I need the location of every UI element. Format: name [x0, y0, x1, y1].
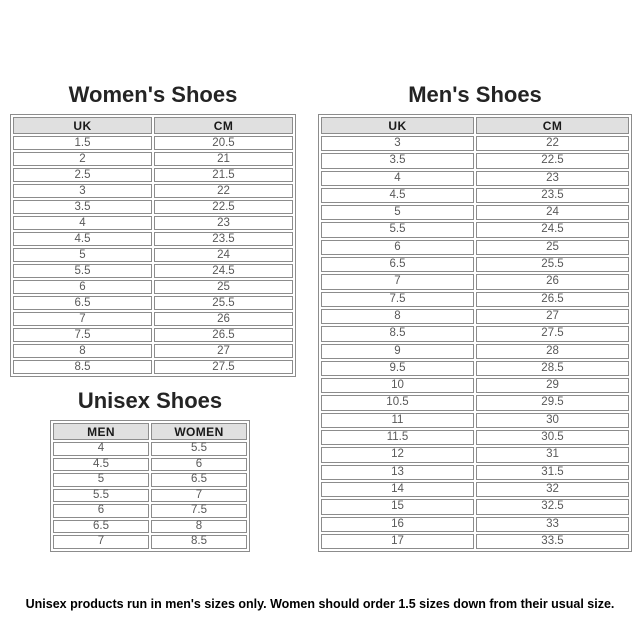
size-cell: 2.5 — [13, 168, 152, 182]
size-cell: 3.5 — [321, 153, 474, 168]
size-cell: 5 — [321, 205, 474, 220]
table-row — [321, 326, 629, 341]
header-row — [321, 117, 629, 134]
table-row — [53, 520, 247, 534]
table-row — [53, 504, 247, 518]
size-cell: 7.5 — [321, 292, 474, 307]
table-row — [321, 465, 629, 480]
size-cell: 20.5 — [154, 136, 293, 150]
table-row — [321, 205, 629, 220]
size-cell: 26.5 — [476, 292, 629, 307]
table-row — [13, 344, 293, 358]
size-cell: 4.5 — [53, 458, 149, 472]
table-row — [321, 274, 629, 289]
size-cell: 32 — [476, 482, 629, 497]
size-cell: 27 — [476, 309, 629, 324]
table-row — [13, 200, 293, 214]
table-row — [321, 430, 629, 445]
table-row — [321, 136, 629, 151]
size-cell: 3 — [13, 184, 152, 198]
table-row — [321, 482, 629, 497]
header-row — [13, 117, 293, 134]
column-header: CM — [476, 117, 629, 134]
size-cell: 5 — [13, 248, 152, 262]
size-cell: 8.5 — [151, 535, 247, 549]
size-cell: 7 — [321, 274, 474, 289]
table-row — [13, 184, 293, 198]
table-row — [53, 489, 247, 503]
size-cell: 6.5 — [53, 520, 149, 534]
womens-shoes-section — [10, 83, 296, 377]
size-cell: 22.5 — [154, 200, 293, 214]
unisex-shoes-section — [50, 389, 250, 552]
size-cell: 24.5 — [154, 264, 293, 278]
size-cell: 8 — [151, 520, 247, 534]
size-cell: 14 — [321, 482, 474, 497]
size-cell: 22 — [154, 184, 293, 198]
womens-shoes-title: Women's Shoes — [68, 82, 238, 107]
size-cell: 33 — [476, 517, 629, 532]
table-row — [321, 188, 629, 203]
size-cell: 11.5 — [321, 430, 474, 445]
table-row — [13, 152, 293, 166]
size-cell: 7 — [151, 489, 247, 503]
table-row — [321, 534, 629, 549]
table-row — [321, 153, 629, 168]
mens-size-table — [318, 114, 632, 552]
size-cell: 26 — [154, 312, 293, 326]
table-row — [13, 360, 293, 374]
size-cell: 23 — [476, 171, 629, 186]
table-row — [321, 344, 629, 359]
table-row — [13, 216, 293, 230]
size-cell: 29 — [476, 378, 629, 393]
table-row — [13, 232, 293, 246]
size-cell: 4 — [13, 216, 152, 230]
unisex-shoes-title: Unisex Shoes — [77, 388, 223, 413]
size-cell: 13 — [321, 465, 474, 480]
table-row — [13, 296, 293, 310]
table-row — [13, 312, 293, 326]
size-cell: 23.5 — [154, 232, 293, 246]
size-cell: 4 — [321, 171, 474, 186]
size-cell: 10 — [321, 378, 474, 393]
size-cell: 11 — [321, 413, 474, 428]
footer-note: Unisex products run in men's sizes only. Women should order 1.5 sizes down from their usual size. — [25, 597, 615, 611]
size-cell: 6 — [13, 280, 152, 294]
size-cell: 5.5 — [13, 264, 152, 278]
size-cell: 6 — [151, 458, 247, 472]
table-row — [321, 499, 629, 514]
column-header: MEN — [53, 423, 149, 440]
size-cell: 7 — [53, 535, 149, 549]
size-cell: 27 — [154, 344, 293, 358]
size-cell: 21.5 — [154, 168, 293, 182]
size-cell: 6.5 — [321, 257, 474, 272]
size-cell: 27.5 — [476, 326, 629, 341]
size-cell: 2 — [13, 152, 152, 166]
size-cell: 27.5 — [154, 360, 293, 374]
size-cell: 6 — [321, 240, 474, 255]
table-row — [321, 413, 629, 428]
size-cell: 24 — [476, 205, 629, 220]
size-cell: 9 — [321, 344, 474, 359]
table-row — [321, 222, 629, 237]
table-row — [321, 447, 629, 462]
table-row — [13, 264, 293, 278]
size-cell: 24.5 — [476, 222, 629, 237]
size-cell: 21 — [154, 152, 293, 166]
table-row — [321, 257, 629, 272]
size-cell: 23 — [154, 216, 293, 230]
table-row — [13, 328, 293, 342]
table-row — [321, 292, 629, 307]
size-cell: 30.5 — [476, 430, 629, 445]
unisex-size-table — [50, 420, 250, 552]
table-row — [321, 517, 629, 532]
size-cell: 25 — [154, 280, 293, 294]
size-cell: 31 — [476, 447, 629, 462]
table-row — [13, 248, 293, 262]
size-cell: 15 — [321, 499, 474, 514]
size-cell: 16 — [321, 517, 474, 532]
header-row — [53, 423, 247, 440]
mens-shoes-section — [318, 83, 632, 552]
size-cell: 22.5 — [476, 153, 629, 168]
size-cell: 25.5 — [476, 257, 629, 272]
size-cell: 30 — [476, 413, 629, 428]
size-cell: 28 — [476, 344, 629, 359]
table-row — [321, 361, 629, 376]
size-cell: 10.5 — [321, 395, 474, 410]
size-cell: 8 — [13, 344, 152, 358]
size-cell: 26.5 — [154, 328, 293, 342]
size-cell: 6.5 — [13, 296, 152, 310]
table-row — [321, 171, 629, 186]
size-cell: 24 — [154, 248, 293, 262]
size-cell: 25 — [476, 240, 629, 255]
size-cell: 5.5 — [53, 489, 149, 503]
size-cell: 3 — [321, 136, 474, 151]
size-cell: 8.5 — [321, 326, 474, 341]
table-row — [321, 309, 629, 324]
size-cell: 29.5 — [476, 395, 629, 410]
size-cell: 1.5 — [13, 136, 152, 150]
table-row — [321, 240, 629, 255]
table-row — [13, 280, 293, 294]
table-row — [53, 535, 247, 549]
size-cell: 7 — [13, 312, 152, 326]
size-cell: 12 — [321, 447, 474, 462]
table-row — [13, 136, 293, 150]
size-cell: 5.5 — [321, 222, 474, 237]
table-row — [321, 378, 629, 393]
size-cell: 5 — [53, 473, 149, 487]
size-cell: 8 — [321, 309, 474, 324]
size-cell: 23.5 — [476, 188, 629, 203]
column-header: CM — [154, 117, 293, 134]
table-row — [53, 473, 247, 487]
size-cell: 33.5 — [476, 534, 629, 549]
column-header: WOMEN — [151, 423, 247, 440]
mens-shoes-title: Men's Shoes — [408, 82, 542, 107]
size-cell: 17 — [321, 534, 474, 549]
size-cell: 4.5 — [321, 188, 474, 203]
table-row — [53, 442, 247, 456]
size-cell: 22 — [476, 136, 629, 151]
size-cell: 32.5 — [476, 499, 629, 514]
size-cell: 5.5 — [151, 442, 247, 456]
size-cell: 31.5 — [476, 465, 629, 480]
size-cell: 25.5 — [154, 296, 293, 310]
size-cell: 9.5 — [321, 361, 474, 376]
table-row — [53, 458, 247, 472]
size-cell: 7.5 — [151, 504, 247, 518]
column-header: UK — [321, 117, 474, 134]
table-row — [13, 168, 293, 182]
size-cell: 6.5 — [151, 473, 247, 487]
size-cell: 7.5 — [13, 328, 152, 342]
size-cell: 8.5 — [13, 360, 152, 374]
womens-size-table — [10, 114, 296, 377]
size-cell: 3.5 — [13, 200, 152, 214]
size-cell: 4.5 — [13, 232, 152, 246]
size-cell: 4 — [53, 442, 149, 456]
table-row — [321, 395, 629, 410]
size-cell: 26 — [476, 274, 629, 289]
size-cell: 6 — [53, 504, 149, 518]
size-cell: 28.5 — [476, 361, 629, 376]
column-header: UK — [13, 117, 152, 134]
